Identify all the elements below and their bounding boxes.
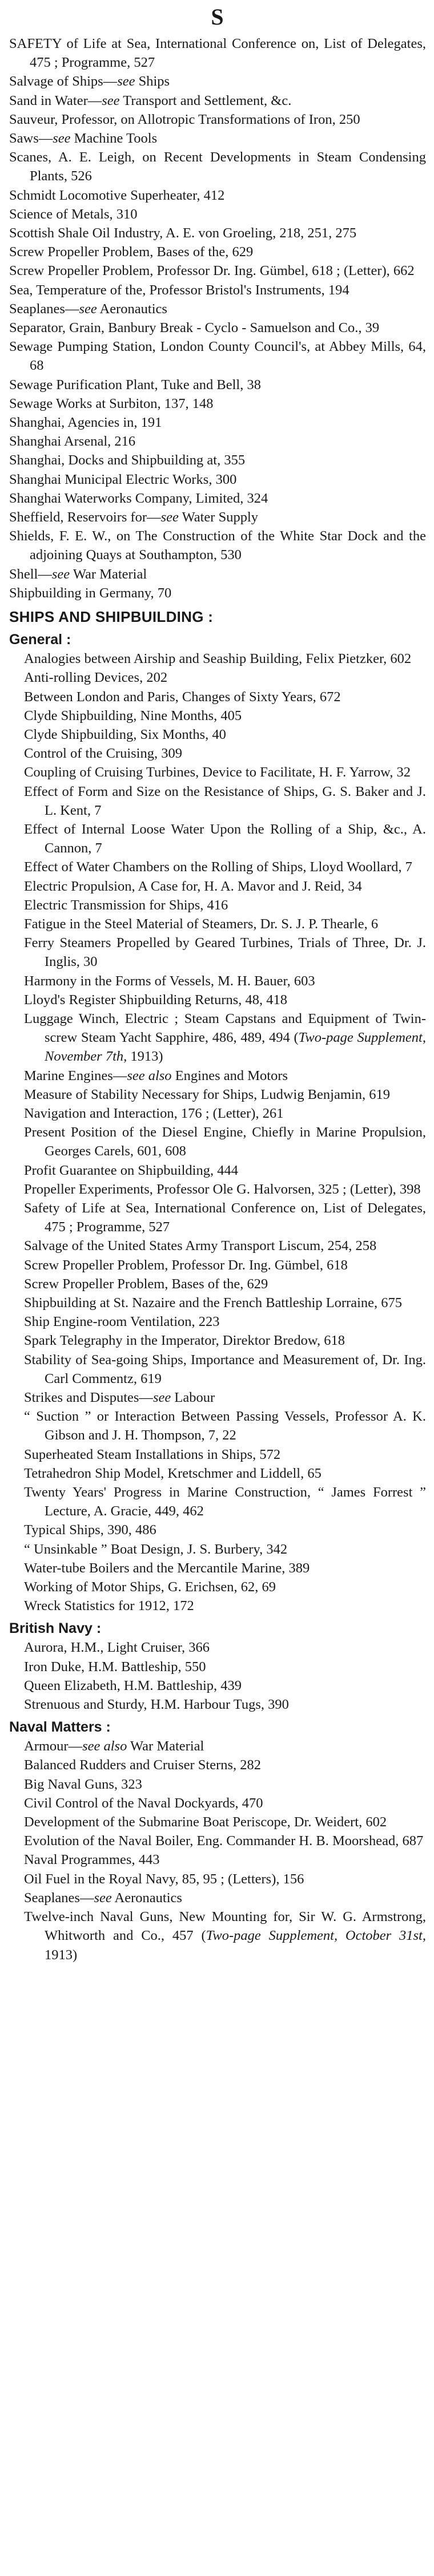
index-entry: Shell—see War Material (9, 566, 147, 582)
index-entry: Science of Metals, 310 (9, 206, 138, 222)
index-entry: Propeller Experiments, Professor Ole G. Halvorsen, 325 ; (Letter), 398 (24, 1181, 421, 1197)
index-entry: Ship Engine-room Ventilation, 223 (24, 1314, 220, 1330)
index-entry: Big Naval Guns, 323 (24, 1776, 142, 1792)
index-entry: Marine Engines—see also Engines and Motors (24, 1067, 288, 1083)
index-entry: Schmidt Locomotive Superheater, 412 (9, 187, 225, 203)
index-entry: Civil Control of the Naval Dockyards, 470 (24, 1795, 263, 1811)
index-entry: Effect of Form and Size on the Resistance of Ships, G. S. Baker and J. L. Kent, 7 (24, 783, 426, 818)
index-entry: Sea, Temperature of the, Professor Bristol's Instruments, 194 (9, 282, 349, 298)
index-entry: Clyde Shipbuilding, Nine Months, 405 (24, 707, 242, 723)
index-entry: “ Suction ” or Interaction Between Passing Vessels, Professor A. K. Gibson and J. H. Thompson, 7, 22 (24, 1409, 426, 1443)
index-entry: Shanghai, Docks and Shipbuilding at, 355 (9, 452, 246, 468)
index-entry: Effect of Internal Loose Water Upon the Rolling of a Ship, &c., A. Cannon, 7 (24, 821, 426, 856)
index-entry: SAFETY of Life at Sea, International Conference on, List of Delegates, 475 ; Programme, 527 (9, 36, 426, 71)
entries-before (9, 34, 426, 602)
index-entry: Clyde Shipbuilding, Six Months, 40 (24, 726, 226, 742)
general-entries (9, 649, 426, 1615)
index-entry: Between London and Paris, Changes of Sixty Years, 672 (24, 689, 341, 705)
index-entry: Screw Propeller Problem, Bases of the, 629 (9, 244, 254, 260)
index-entry: Screw Propeller Problem, Professor Dr. Ing. Gümbel, 618 (24, 1257, 348, 1273)
index-letter-heading: S (211, 4, 224, 30)
index-entry: Safety of Life at Sea, International Conference on, List of Delegates, 475 ; Programme, 527 (24, 1200, 426, 1235)
index-entry: Sauveur, Professor, on Allotropic Transformations of Iron, 250 (9, 111, 360, 127)
index-entry: Sand in Water—see Transport and Settlement, &c. (9, 92, 292, 108)
index-entry: Spark Telegraphy in the Imperator, Direktor Bredow, 618 (24, 1333, 345, 1349)
index-entry: Superheated Steam Installations in Ships, 572 (24, 1446, 281, 1462)
index-entry: Screw Propeller Problem, Professor Dr. Ing. Gümbel, 618 ; (Letter), 662 (9, 263, 415, 279)
index-entry: Measure of Stability Necessary for Ships, Ludwig Benjamin, 619 (24, 1086, 390, 1102)
index-entry: Analogies between Airship and Seaship Building, Felix Pietzker, 602 (24, 651, 412, 667)
index-entry: Profit Guarantee on Shipbuilding, 444 (24, 1162, 238, 1178)
index-entry: Twelve-inch Naval Guns, New Mounting for, Sir W. G. Armstrong, Whitworth and Co., 457 (Two-page Supplement, October 31st, 1913) (24, 1909, 426, 1963)
index-entry: Tetrahedron Ship Model, Kretschmer and Liddell, 65 (24, 1465, 322, 1481)
index-entry: Strenuous and Sturdy, H.M. Harbour Tugs, 390 (24, 1697, 289, 1713)
index-entry: Sewage Works at Surbiton, 137, 148 (9, 395, 214, 411)
index-entry: Sheffield, Reservoirs for—see Water Supply (9, 509, 259, 525)
index-entry: Typical Ships, 390, 486 (24, 1522, 156, 1538)
index-entry: Sewage Purification Plant, Tuke and Bell, 38 (9, 377, 261, 393)
naval-matters-entries (9, 1737, 426, 1964)
index-entry: Scottish Shale Oil Industry, A. E. von Groeling, 218, 251, 275 (9, 225, 357, 241)
index-entry: Shipbuilding at St. Nazaire and the French Battleship Lorraine, 675 (24, 1295, 403, 1311)
index-entry: Navigation and Interaction, 176 ; (Letter), 261 (24, 1105, 284, 1121)
index-entry: Iron Duke, H.M. Battleship, 550 (24, 1659, 206, 1675)
index-entry: “ Unsinkable ” Boat Design, J. S. Burbery, 342 (24, 1541, 288, 1557)
subheading-british-navy: British Navy : (9, 1620, 102, 1637)
index-entry: Salvage of Ships—see Ships (9, 74, 170, 90)
index-entry: Lloyd's Register Shipbuilding Returns, 48, 418 (24, 992, 288, 1008)
index-entry: Salvage of the United States Army Transport Liscum, 254, 258 (24, 1238, 377, 1254)
index-entry: Screw Propeller Problem, Bases of the, 629 (24, 1276, 268, 1292)
index-entry: Seaplanes—see Aeronautics (24, 1890, 182, 1906)
index-entry: Control of the Cruising, 309 (24, 746, 182, 762)
index-entry: Wreck Statistics for 1912, 172 (24, 1598, 194, 1614)
subheading-naval-matters: Naval Matters : (9, 1719, 111, 1736)
index-entry: Twenty Years' Progress in Marine Construction, “ James Forrest ” Lecture, A. Gracie, 449, 462 (24, 1485, 426, 1519)
index-entry: Naval Programmes, 443 (24, 1852, 160, 1868)
index-entry: Stability of Sea-going Ships, Importance and Measurement of, Dr. Ing. Carl Commentz, 619 (24, 1352, 426, 1386)
index-entry: Shanghai Waterworks Company, Limited, 324 (9, 490, 268, 506)
index-entry: Evolution of the Naval Boiler, Eng. Commander H. B. Moorshead, 687 (24, 1833, 424, 1849)
index-entry: Balanced Rudders and Cruiser Sterns, 282 (24, 1757, 262, 1773)
index-entry: Present Position of the Diesel Engine, Chiefly in Marine Propulsion, Georges Carels, 601, 608 (24, 1125, 426, 1159)
index-entry: Development of the Submarine Boat Periscope, Dr. Weidert, 602 (24, 1814, 387, 1830)
index-entry: Queen Elizabeth, H.M. Battleship, 439 (24, 1677, 242, 1693)
index-entry: Shields, F. E. W., on The Construction of the White Star Dock and the adjoining Quays at Southampton, 530 (9, 528, 426, 563)
index-entry: Seaplanes—see Aeronautics (9, 301, 167, 317)
index-entry: Shanghai Arsenal, 216 (9, 434, 136, 450)
index-entry: Scanes, A. E. Leigh, on Recent Developments in Steam Condensing Plants, 526 (9, 149, 426, 184)
index-entry: Harmony in the Forms of Vessels, M. H. Bauer, 603 (24, 973, 315, 989)
index-entry: Fatigue in the Steel Material of Steamers, Dr. S. J. P. Thearle, 6 (24, 916, 379, 932)
index-entry: Anti-rolling Devices, 202 (24, 670, 168, 686)
index-entry: Shipbuilding in Germany, 70 (9, 585, 172, 601)
index-entry: Oil Fuel in the Royal Navy, 85, 95 ; (Letters), 156 (24, 1871, 304, 1887)
index-entry: Electric Transmission for Ships, 416 (24, 897, 228, 913)
index-entry: Armour—see also War Material (24, 1738, 204, 1754)
index-entry: Sewage Pumping Station, London County Council's, at Abbey Mills, 64, 68 (9, 339, 426, 374)
british-navy-entries (9, 1638, 426, 1714)
subheading-general: General : (9, 632, 71, 648)
index-entry: Aurora, H.M., Light Cruiser, 366 (24, 1640, 210, 1656)
index-entry: Shanghai, Agencies in, 191 (9, 415, 162, 431)
index-entry: Working of Motor Ships, G. Erichsen, 62, 69 (24, 1579, 276, 1595)
index-entry: Water-tube Boilers and the Mercantile Marine, 389 (24, 1560, 310, 1576)
index-entry: Coupling of Cruising Turbines, Device to Facilitate, H. F. Yarrow, 32 (24, 765, 411, 781)
section-heading-ships: SHIPS AND SHIPBUILDING : (9, 608, 214, 626)
index-entry: Ferry Steamers Propelled by Geared Turbines, Trials of Three, Dr. J. Inglis, 30 (24, 935, 426, 970)
index-entry: Effect of Water Chambers on the Rolling of Ships, Lloyd Woollard, 7 (24, 859, 412, 875)
index-entry: Electric Propulsion, A Case for, H. A. Mavor and J. Reid, 34 (24, 878, 362, 894)
index-entry: Shanghai Municipal Electric Works, 300 (9, 471, 237, 487)
index-entry: Saws—see Machine Tools (9, 131, 158, 147)
index-entry: Separator, Grain, Banbury Break - Cyclo - Samuelson and Co., 39 (9, 320, 380, 336)
index-entry: Strikes and Disputes—see Labour (24, 1390, 215, 1406)
index-entry: Luggage Winch, Electric ; Steam Capstans and Equipment of Twin-screw Steam Yacht Sapphire, 486, 489, 494 (Two-page Supplement, November 7th, 1913) (24, 1010, 426, 1065)
